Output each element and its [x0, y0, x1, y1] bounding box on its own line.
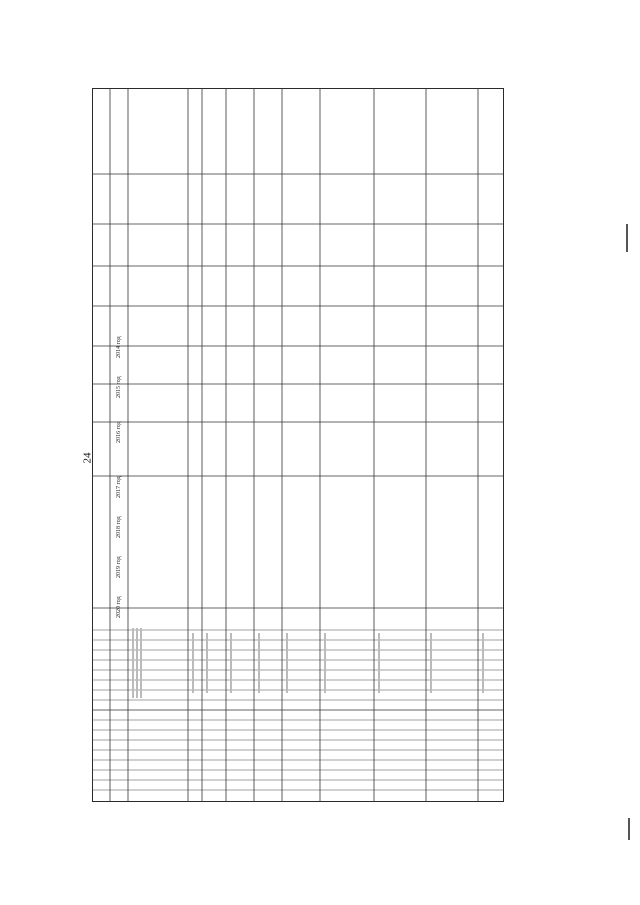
table-grid — [92, 88, 504, 802]
margin-mark — [628, 818, 630, 840]
year-header: 2020 год — [116, 596, 122, 618]
year-header: 2016 год — [116, 421, 122, 443]
page-number: 24 — [81, 452, 94, 464]
year-header: 2017 год — [116, 476, 122, 498]
document-table — [92, 88, 504, 802]
year-header: 2019 год — [116, 556, 122, 578]
year-header-row — [116, 336, 122, 618]
year-header: 2015 год — [116, 376, 122, 398]
margin-mark — [626, 224, 628, 252]
year-header: 2018 год — [116, 516, 122, 538]
year-header: 2014 год — [116, 336, 122, 358]
illegible-row-text — [132, 628, 484, 698]
